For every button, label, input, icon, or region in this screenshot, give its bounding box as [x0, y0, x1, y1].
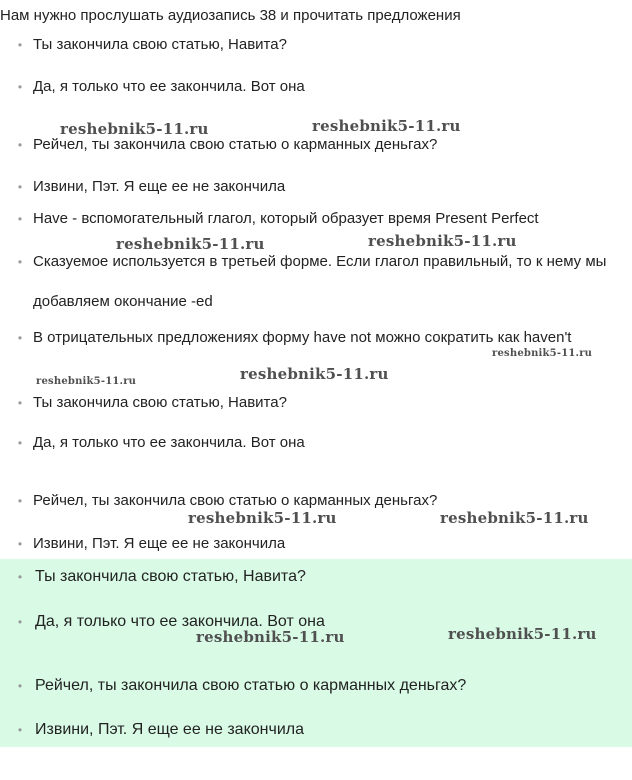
list-item — [14, 35, 287, 55]
bullet: • — [17, 396, 23, 410]
watermark: reshebnik5-11.ru — [60, 120, 209, 138]
watermark: reshebnik5-11.ru — [196, 628, 345, 646]
bullet: • — [17, 615, 23, 629]
list-item-text: Рейчел, ты закончила свою статью о карманных деньгах? — [33, 492, 438, 509]
highlighted-list-item — [14, 720, 304, 740]
page-heading: Нам нужно прослушать аудиозапись 38 и прочитать предложения — [0, 7, 461, 24]
highlighted-list-item — [14, 567, 306, 587]
list-item-text: Have - вспомогательный глагол, который образует время Present Perfect — [33, 210, 539, 227]
list-item-text: Извини, Пэт. Я еще ее не закончила — [33, 535, 286, 552]
watermark: reshebnik5-11.ru — [188, 509, 337, 527]
list-item-text: Да, я только что ее закончила. Вот она — [33, 78, 305, 95]
highlighted-item-text: Ты закончила свою статью, Навита? — [35, 568, 306, 585]
bullet: • — [17, 80, 23, 94]
list-item-text: Да, я только что ее закончила. Вот она — [33, 434, 305, 451]
watermark: reshebnik5-11.ru — [448, 625, 597, 643]
bullet: • — [17, 138, 23, 152]
bullet: • — [17, 436, 23, 450]
bullet: • — [17, 38, 23, 52]
watermark: reshebnik5-11.ru — [312, 117, 461, 135]
list-item-text: Рейчел, ты закончила свою статью о карманных деньгах? — [33, 136, 438, 153]
bullet: • — [17, 331, 23, 345]
watermark: reshebnik5-11.ru — [240, 365, 389, 383]
list-item — [14, 393, 287, 413]
list-item-text: Сказуемое используется в третьей форме. Если глагол правильный, то к нему мы добавляем окончание -ed — [33, 253, 607, 310]
list-item — [14, 242, 608, 322]
highlighted-item-text: Извини, Пэт. Я еще ее не закончила — [35, 721, 304, 738]
bullet: • — [17, 679, 23, 693]
watermark: reshebnik5-11.ru — [116, 235, 265, 253]
highlighted-item-text: Да, я только что ее закончила. Вот она — [35, 613, 325, 630]
bullet: • — [17, 180, 23, 194]
list-item-text: В отрицательных предложениях форму have not можно сократить как haven't — [33, 329, 572, 346]
watermark: reshebnik5-11.ru — [36, 376, 137, 387]
list-item — [14, 433, 305, 453]
list-item — [14, 209, 539, 229]
list-item — [14, 491, 437, 511]
watermark: reshebnik5-11.ru — [368, 232, 517, 250]
watermark: reshebnik5-11.ru — [492, 348, 593, 359]
bullet: • — [17, 570, 23, 584]
highlighted-item-text: Рейчел, ты закончила свою статью о карманных деньгах? — [35, 677, 467, 694]
bullet: • — [17, 494, 23, 508]
bullet: • — [17, 255, 23, 269]
list-item-text: Ты закончила свою статью, Навита? — [33, 36, 287, 53]
list-item — [14, 534, 285, 554]
list-item — [14, 77, 305, 97]
highlight-box — [0, 559, 632, 747]
list-item-text: Ты закончила свою статью, Навита? — [33, 394, 287, 411]
watermark: reshebnik5-11.ru — [440, 509, 589, 527]
bullet: • — [17, 723, 23, 737]
bullet: • — [17, 537, 23, 551]
list-item-text: Извини, Пэт. Я еще ее не закончила — [33, 178, 286, 195]
bullet: • — [17, 212, 23, 226]
list-item — [14, 135, 437, 155]
highlighted-list-item — [14, 676, 466, 696]
list-item — [14, 177, 285, 197]
